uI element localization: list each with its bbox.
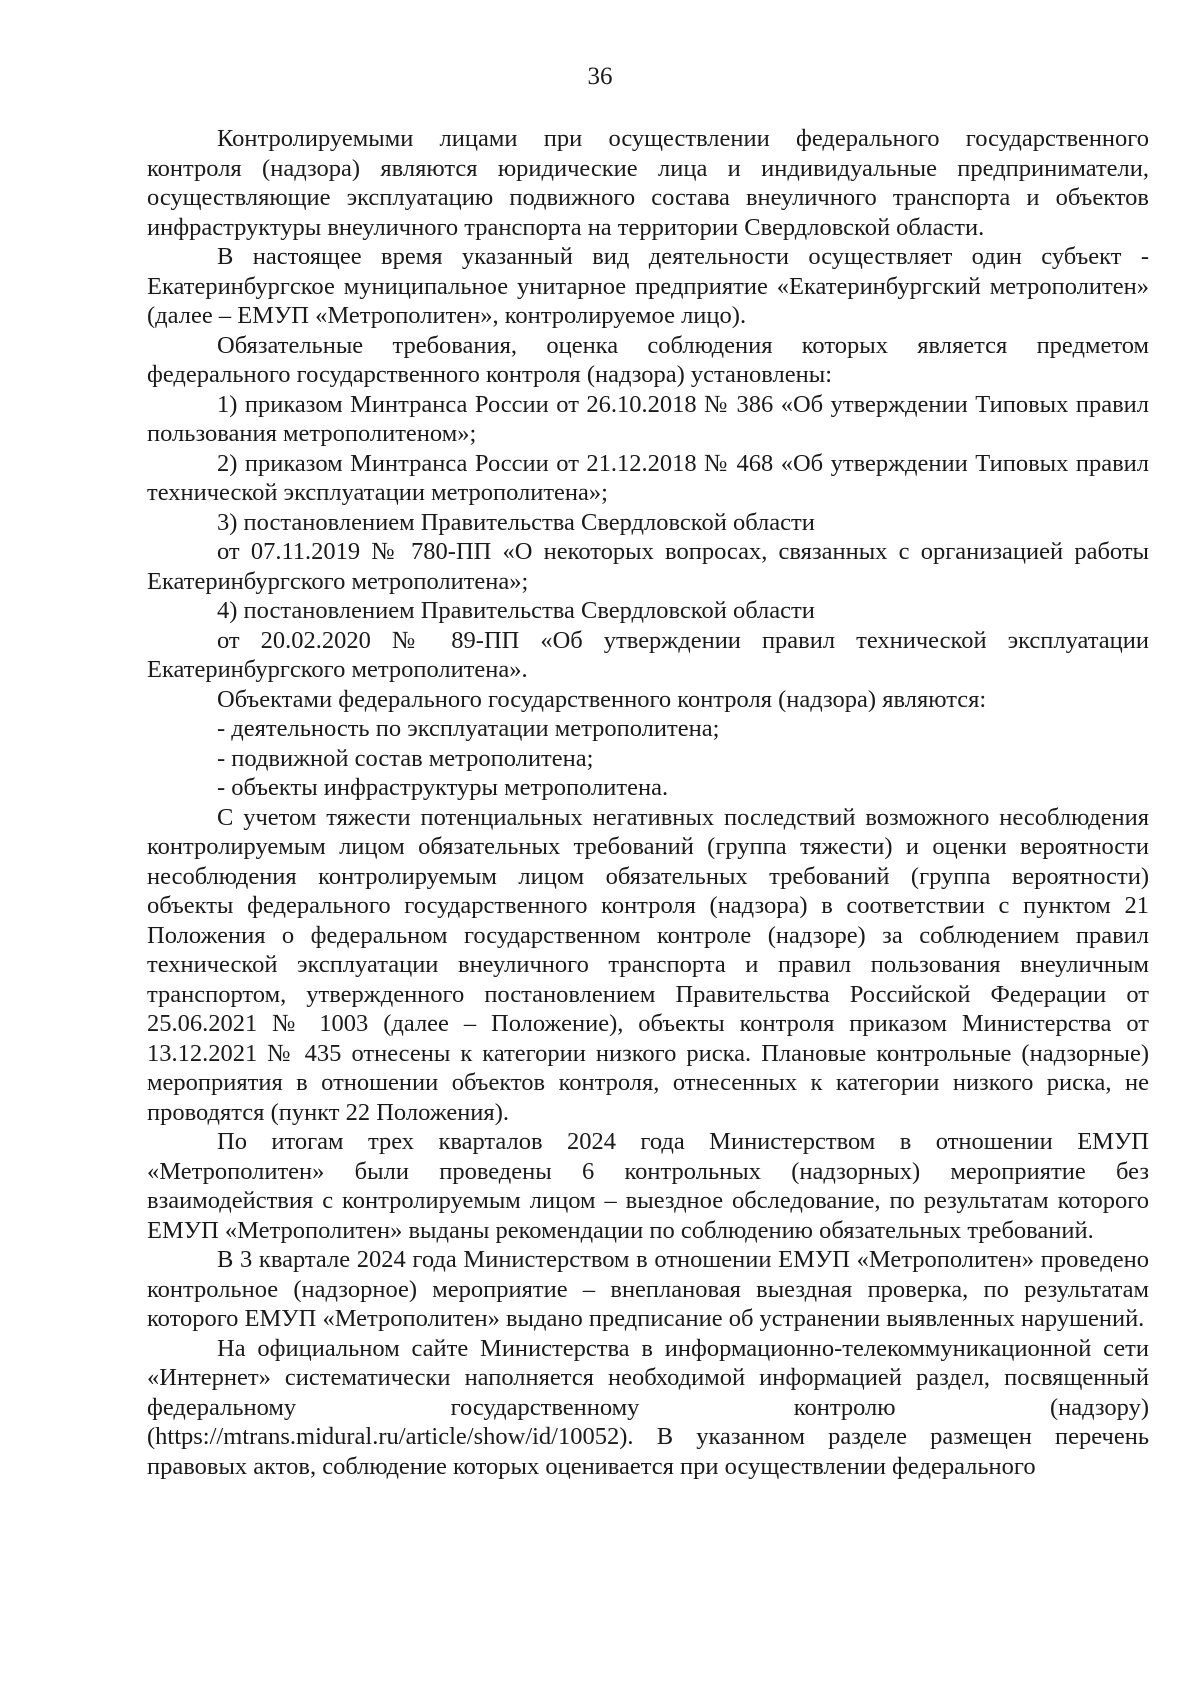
paragraph-risk-category: С учетом тяжести потенциальных негативных последствий возможного несоблюдения контролируемым лицом обязательных требований (группа тяжести) и оценки вероятности несоблюдения контролируемым лицом обязательных требований (группа вероятности) объекты федерального государственного контроля (надзора) в соответствии с пунктом 21 Положения о федеральном государственном контроле (надзоре) за соблюдением правил технической эксплуатации внеуличного транспорта и правил пользования внеуличным транспортом, утвержденного постановлением Правительства Российской Федерации от 25.06.2021 № 1003 (далее – Положение), объекты контроля приказом Министерства от 13.12.2021 № 435 отнесены к категории низкого риска. Плановые контрольные (надзорные) мероприятия в отношении объектов контроля, отнесенных к категории низкого риска, не проводятся (пункт 22 Положения).	[147, 803, 1149, 1126]
paragraph-mandatory-requirements: Обязательные требования, оценка соблюдения которых является предметом федерального государственного контроля (надзора) установлены:	[147, 331, 1149, 388]
list-item-requirement-3-heading: 3) постановлением Правительства Свердловской области	[217, 508, 815, 536]
document-body	[147, 124, 1149, 1481]
list-item-requirement-3-detail: от 07.11.2019 № 780-ПП «О некоторых вопросах, связанных с организацией работы Екатеринбургского метрополитена»;	[147, 538, 1149, 595]
list-item-object-infrastructure: - объекты инфраструктуры метрополитена.	[217, 774, 669, 801]
paragraph-official-website: На официальном сайте Министерства в информационно-телекоммуникационной сети «Интернет» систематически наполняется необходимой информацией раздел, посвященный федеральному государственному контролю (надзору) (https://mtrans.midural.ru/article/show/id/10052). В указанном разделе размещен перечень правовых актов, соблюдение которых оценивается при осуществлении федерального	[147, 1334, 1149, 1480]
list-item-object-activity: - деятельность по эксплуатации метрополитена;	[217, 715, 720, 742]
page-number: 36	[587, 63, 613, 90]
paragraph-control-objects: Объектами федерального государственного контроля (надзора) являются:	[217, 685, 987, 713]
paragraph-current-subject: В настоящее время указанный вид деятельности осуществляет один субъект - Екатеринбургское муниципальное унитарное предприятие «Екатеринбургский метрополитен» (далее – ЕМУП «Метрополитен», контролируемое лицо).	[147, 243, 1149, 329]
list-item-requirement-4-heading: 4) постановлением Правительства Свердловской области	[217, 597, 815, 624]
paragraph-q3-inspection: В 3 квартале 2024 года Министерством в отношении ЕМУП «Метрополитен» проведено контрольное (надзорное) мероприятие – внеплановая выездная проверка, по результатам которого ЕМУП «Метрополитен» выдано предписание об устранении выявленных нарушений.	[147, 1246, 1149, 1332]
list-item-requirement-2: 2) приказом Минтранса России от 21.12.2018 № 468 «Об утверждении Типовых правил технической эксплуатации метрополитена»;	[147, 449, 1149, 506]
paragraph-three-quarters-results: По итогам трех кварталов 2024 года Министерством в отношении ЕМУП «Метрополитен» были проведены 6 контрольных (надзорных) мероприятие без взаимодействия с контролируемым лицом – выездное обследование, по результатам которого ЕМУП «Метрополитен» выданы рекомендации по соблюдению обязательных требований.	[147, 1128, 1149, 1244]
paragraph-controlled-persons: Контролируемыми лицами при осуществлении федерального государственного контроля (надзора) являются юридические лица и индивидуальные предприниматели, осуществляющие эксплуатацию подвижного состава внеуличного транспорта и объектов инфраструктуры внеуличного транспорта на территории Свердловской области.	[147, 125, 1149, 241]
list-item-requirement-1: 1) приказом Минтранса России от 26.10.2018 № 386 «Об утверждении Типовых правил пользования метрополитеном»;	[147, 390, 1149, 447]
list-item-requirement-4-detail: от 20.02.2020 № 89-ПП «Об утверждении правил технической эксплуатации Екатеринбургского метрополитена».	[147, 626, 1149, 683]
list-item-object-rolling-stock: - подвижной состав метрополитена;	[217, 744, 594, 772]
